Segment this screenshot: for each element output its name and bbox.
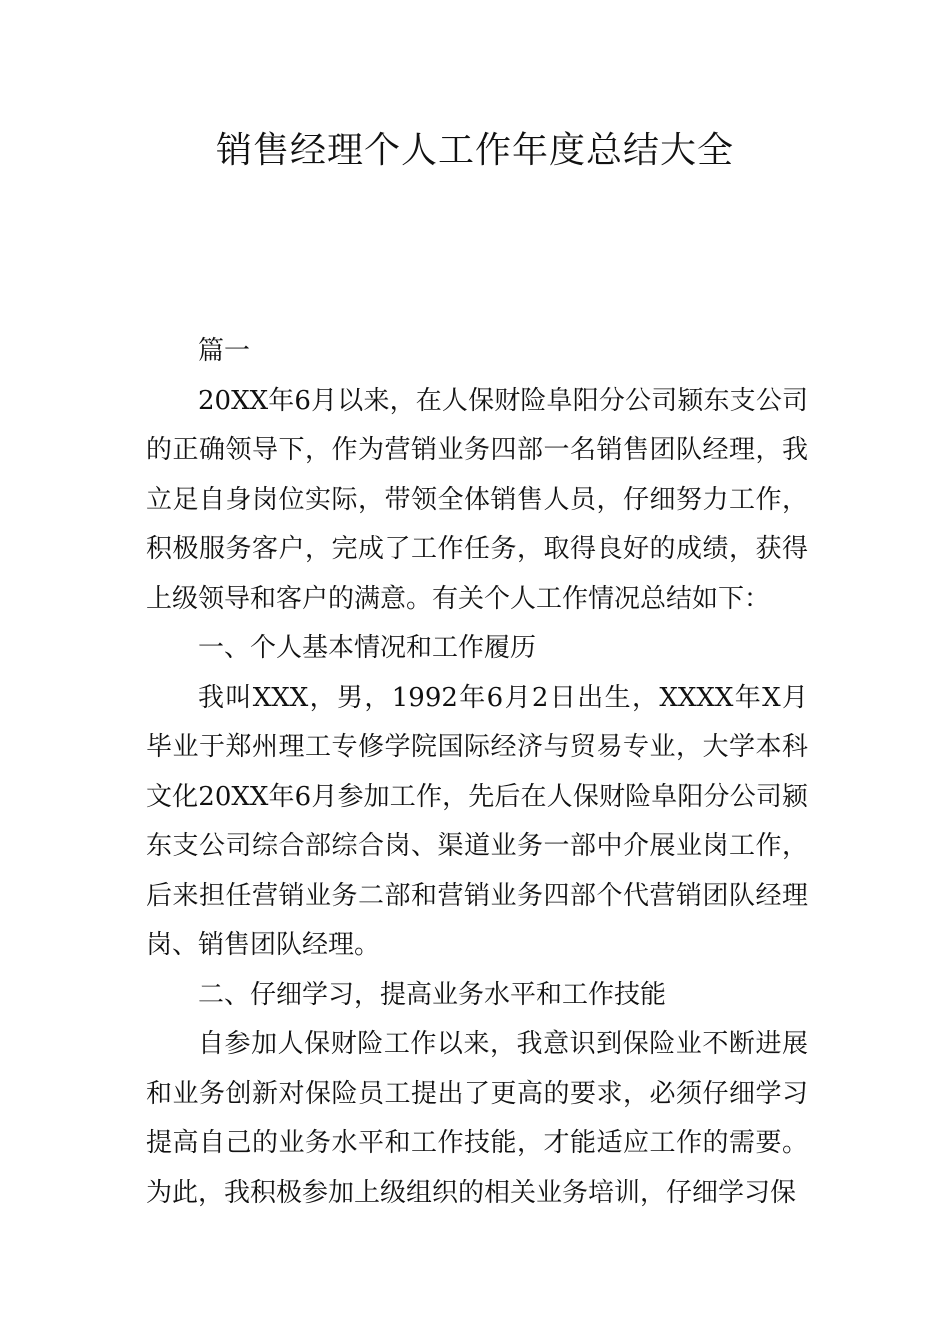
section-label: 篇一 [198, 336, 251, 366]
section-heading-1: 一、个人基本情况和工作履历 [198, 633, 537, 663]
section-heading-2: 二、仔细学习，提高业务水平和工作技能 [198, 979, 667, 1010]
document-body [146, 327, 808, 1218]
paragraph-intro: 20XX年6月以来，在人保财险阜阳分公司颍东支公司的正确领导下，作为营销业务四部一名销售团队经理，我立足自身岗位实际，带领全体销售人员，仔细努力工作，积极服务客户，完成了工作任务，取得良好的成绩，获得上级领导和客户的满意。有关个人工作情况总结如下： [146, 385, 808, 614]
paragraph-study: 自参加人保财险工作以来，我意识到保险业不断进展和业务创新对保险员工提出了更高的要求，必须仔细学习提高自己的业务水平和工作技能，才能适应工作的需要。为此，我积极参加上级组织的相关业务培训，仔细学习保 [146, 1029, 808, 1208]
paragraph-background: 我叫XXX，男，1992年6月2日出生，XXXX年X月毕业于郑州理工专修学院国际经济与贸易专业，大学本科文化20XX年6月参加工作，先后在人保财险阜阳分公司颍东支公司综合部综合岗、渠道业务一部中介展业岗工作，后来担任营销业务二部和营销业务四部个代营销团队经理岗、销售团队经理。 [146, 682, 808, 960]
document-title: 销售经理个人工作年度总结大全 [215, 130, 734, 171]
